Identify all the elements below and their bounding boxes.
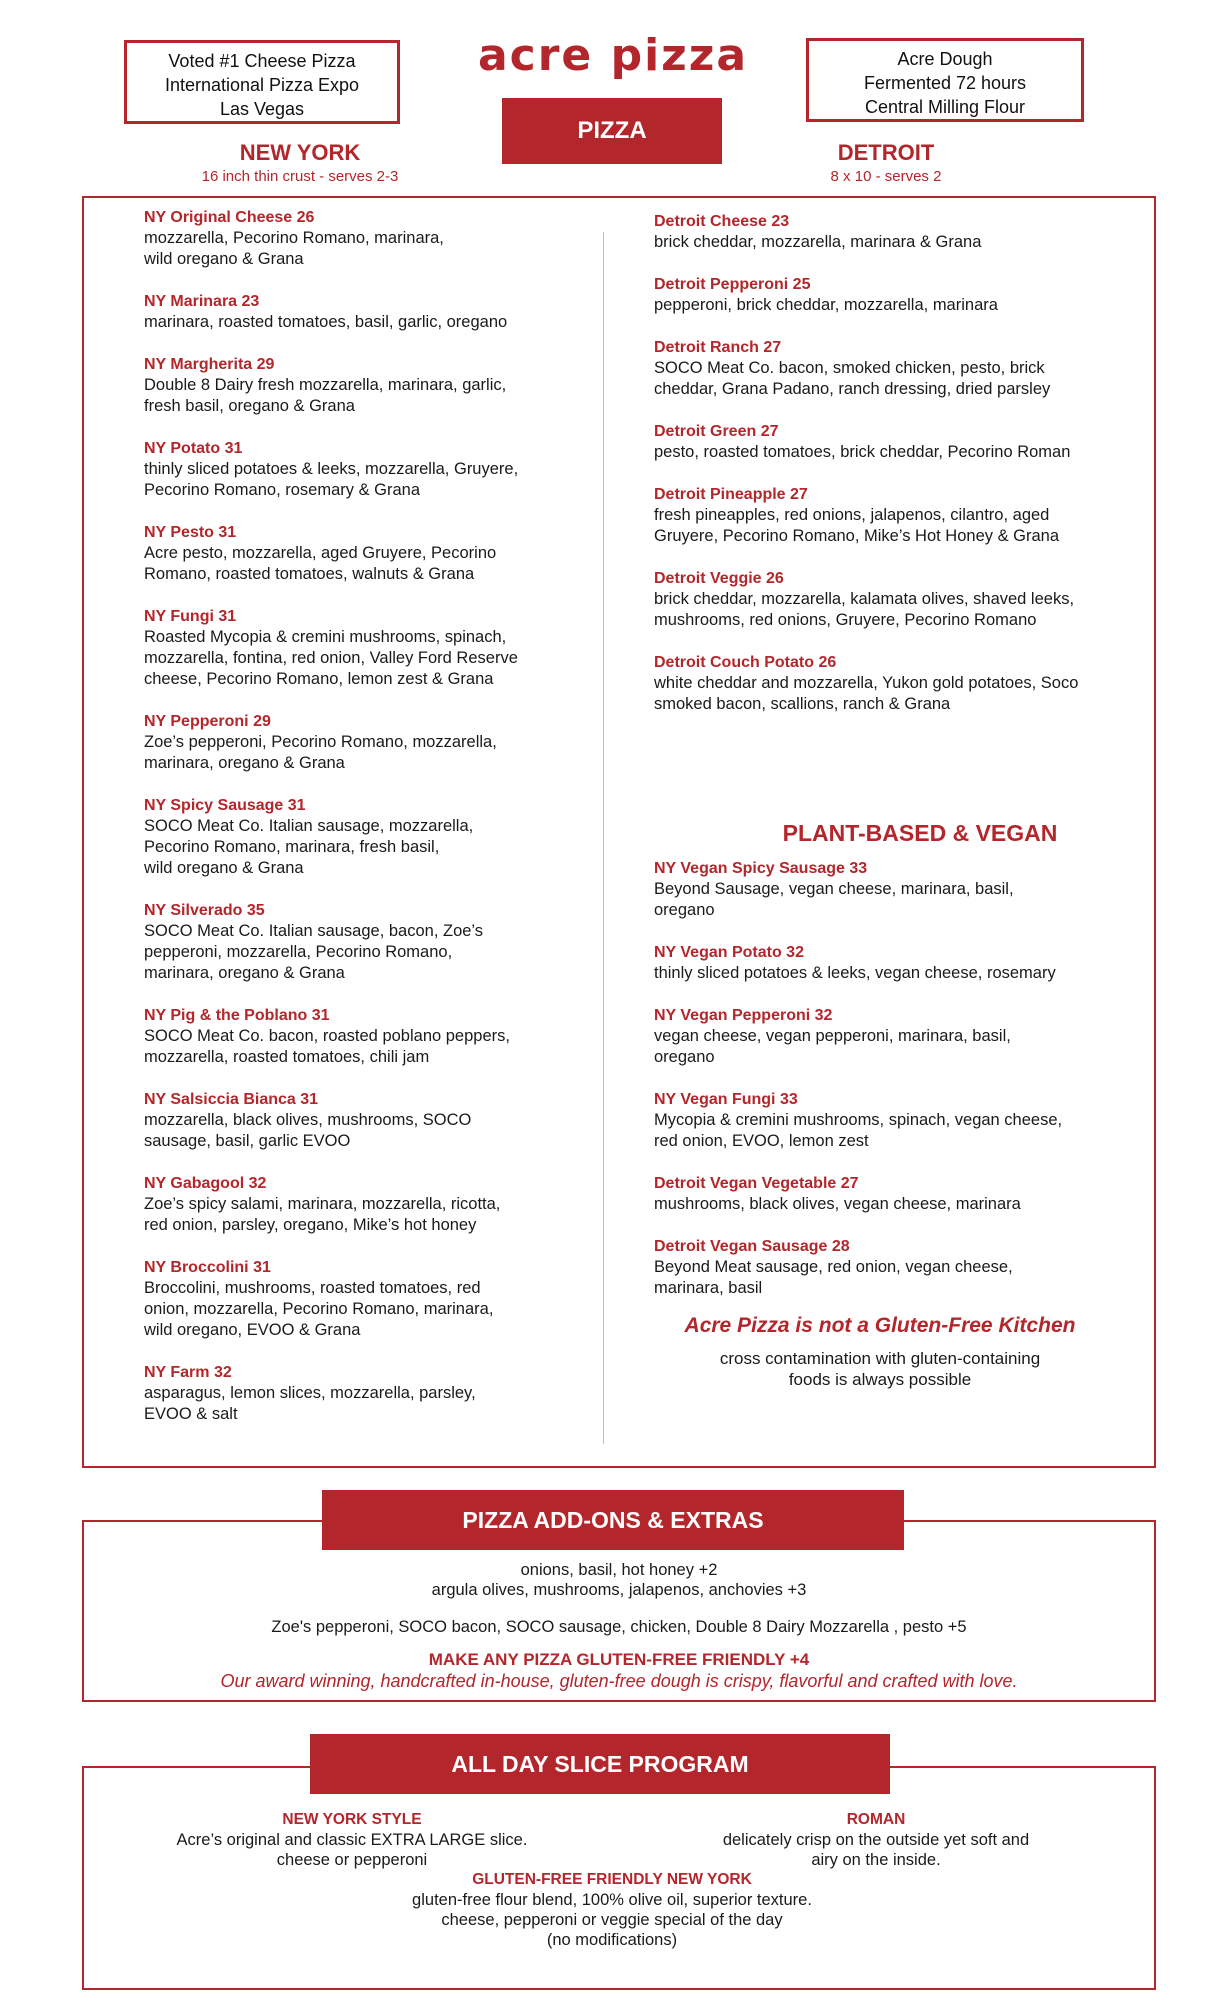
menu-item [654, 942, 1144, 984]
ny-subheading: 16 inch thin crust - serves 2-3 [201, 168, 399, 185]
menu-item [654, 568, 1144, 631]
gluten-free-upgrade-desc: Our award winning, handcrafted in-house, gluten-free dough is crispy, flavorful and crafted with love. [220, 1671, 1018, 1691]
menu-item [144, 354, 584, 417]
slice-gluten-free [332, 1870, 892, 1950]
menu-item [144, 291, 584, 333]
item-name: NY Salsiccia Bianca 31 [144, 1091, 319, 1108]
item-desc: Pecorino Romano, rosemary & Grana [144, 481, 421, 499]
item-desc: Zoe’s spicy salami, marinara, mozzarella, ricotta, [144, 1195, 501, 1213]
item-desc: asparagus, lemon slices, mozzarella, parsley, [144, 1384, 476, 1402]
item-desc: Roasted Mycopia & cremini mushrooms, spinach, [144, 628, 507, 646]
addons-heading: PIZZA ADD-ONS & EXTRAS [322, 1490, 904, 1550]
award-line: Voted #1 Cheese Pizza [168, 51, 356, 71]
item-desc: Broccolini, mushrooms, roasted tomatoes, red [144, 1279, 481, 1297]
item-desc: smoked bacon, scallions, ranch & Grana [654, 695, 951, 713]
menu-item [654, 858, 1144, 921]
item-name: NY Spicy Sausage 31 [144, 797, 306, 814]
menu-item [144, 207, 584, 270]
item-desc: sausage, basil, garlic EVOO [144, 1132, 351, 1150]
item-desc: marinara, basil [654, 1279, 763, 1297]
item-name: Detroit Green 27 [654, 423, 779, 440]
item-name: NY Fungi 31 [144, 608, 237, 625]
item-desc: red onion, parsley, oregano, Mike’s hot honey [144, 1216, 477, 1234]
menu-item [654, 1173, 1144, 1215]
vegan-menu-column [654, 858, 1144, 1299]
item-name: Detroit Ranch 27 [654, 339, 782, 356]
slice-roman-desc: airy on the inside. [811, 1851, 941, 1869]
item-name: NY Original Cheese 26 [144, 209, 315, 226]
vegan-heading: PLANT-BASED & VEGAN [782, 820, 1058, 846]
item-desc: Mycopia & cremini mushrooms, spinach, vegan cheese, [654, 1111, 1063, 1129]
menu-item [654, 1089, 1144, 1152]
item-name: NY Pepperoni 29 [144, 713, 271, 730]
item-name: NY Gabagool 32 [144, 1175, 267, 1192]
item-desc: EVOO & salt [144, 1405, 238, 1423]
menu-item [654, 211, 1144, 253]
slice-roman-title: ROMAN [846, 1811, 906, 1828]
item-name: NY Margherita 29 [144, 356, 275, 373]
item-name: Detroit Vegan Vegetable 27 [654, 1175, 859, 1192]
addons-line: Zoe's pepperoni, SOCO bacon, SOCO sausage, chicken, Double 8 Dairy Mozzarella , pesto +5 [271, 1618, 967, 1636]
gluten-notice-line: cross contamination with gluten-containing [719, 1349, 1041, 1368]
item-name: Detroit Vegan Sausage 28 [654, 1238, 850, 1255]
item-desc: Zoe’s pepperoni, Pecorino Romano, mozzarella, [144, 733, 497, 751]
item-name: NY Broccolini 31 [144, 1259, 271, 1276]
item-desc: mozzarella, fontina, red onion, Valley Ford Reserve [144, 649, 518, 667]
item-desc: marinara, oregano & Grana [144, 754, 345, 772]
dough-line: Acre Dough [897, 49, 993, 69]
item-desc: Gruyere, Pecorino Romano, Mike’s Hot Honey & Grana [654, 527, 1060, 545]
menu-item [654, 337, 1144, 400]
gluten-free-upgrade: MAKE ANY PIZZA GLUTEN-FREE FRIENDLY +4 [428, 1650, 810, 1669]
menu-item [144, 1257, 584, 1341]
item-desc: Romano, roasted tomatoes, walnuts & Grana [144, 565, 475, 583]
item-name: NY Vegan Fungi 33 [654, 1091, 798, 1108]
detroit-menu-column [654, 211, 1144, 736]
menu-item [654, 421, 1144, 463]
ny-heading: NEW YORK [239, 140, 361, 165]
dough-badge [806, 38, 1084, 122]
gluten-notice-desc [620, 1348, 1140, 1390]
item-desc: onion, mozzarella, Pecorino Romano, marinara, [144, 1300, 494, 1318]
menu-item [144, 1362, 584, 1425]
slice-roman-desc: delicately crisp on the outside yet soft and [722, 1831, 1030, 1849]
dough-line: Fermented 72 hours [863, 73, 1027, 93]
item-desc: white cheddar and mozzarella, Yukon gold potatoes, Soco [654, 674, 1079, 692]
menu-item [144, 522, 584, 585]
item-desc: Double 8 Dairy fresh mozzarella, marinara, garlic, [144, 376, 507, 394]
item-name: NY Vegan Potato 32 [654, 944, 804, 961]
menu-item [144, 795, 584, 879]
item-desc: brick cheddar, mozzarella, kalamata olives, shaved leeks, [654, 590, 1075, 608]
slice-gf-desc: gluten-free flour blend, 100% olive oil, superior texture. [412, 1891, 812, 1909]
item-name: NY Farm 32 [144, 1364, 232, 1381]
item-desc: fresh pineapples, red onions, jalapenos, cilantro, aged [654, 506, 1050, 524]
item-desc: thinly sliced potatoes & leeks, vegan cheese, rosemary [654, 964, 1056, 982]
menu-item [654, 652, 1144, 715]
item-desc: wild oregano & Grana [144, 859, 304, 877]
item-desc: fresh basil, oregano & Grana [144, 397, 355, 415]
item-desc: mozzarella, Pecorino Romano, marinara, [144, 229, 444, 247]
slice-roman [676, 1810, 1076, 1870]
menu-item [654, 1236, 1144, 1299]
item-desc: SOCO Meat Co. bacon, smoked chicken, pesto, brick [654, 359, 1045, 377]
item-name: Detroit Veggie 26 [654, 570, 784, 587]
item-desc: Beyond Sausage, vegan cheese, marinara, basil, [654, 880, 1014, 898]
slice-ny [132, 1810, 572, 1870]
item-name: Detroit Pepperoni 25 [654, 276, 811, 293]
menu-item [144, 1005, 584, 1068]
item-desc: Beyond Meat sausage, red onion, vegan cheese, [654, 1258, 1013, 1276]
ny-menu-column [144, 207, 584, 1446]
slice-gf-title: GLUTEN-FREE FRIENDLY NEW YORK [472, 1871, 752, 1888]
dough-line: Central Milling Flour [864, 97, 1026, 117]
detroit-subheading: 8 x 10 - serves 2 [830, 168, 942, 185]
addons-line: onions, basil, hot honey +2 [520, 1561, 718, 1579]
item-desc: Acre pesto, mozzarella, aged Gruyere, Pecorino [144, 544, 497, 562]
item-desc: marinara, roasted tomatoes, basil, garlic, oregano [144, 313, 508, 331]
item-desc: SOCO Meat Co. Italian sausage, bacon, Zoe’s [144, 922, 484, 940]
item-desc: mozzarella, roasted tomatoes, chili jam [144, 1048, 430, 1066]
menu-item [144, 1089, 584, 1152]
item-desc: vegan cheese, vegan pepperoni, marinara, basil, [654, 1027, 1011, 1045]
item-desc: Pecorino Romano, marinara, fresh basil, [144, 838, 440, 856]
menu-item [144, 438, 584, 501]
slice-gf-desc: (no modifications) [546, 1931, 678, 1949]
item-desc: pepperoni, mozzarella, Pecorino Romano, [144, 943, 453, 961]
item-name: NY Vegan Pepperoni 32 [654, 1007, 833, 1024]
detroit-heading: DETROIT [837, 140, 935, 165]
item-name: NY Vegan Spicy Sausage 33 [654, 860, 868, 877]
item-desc: mozzarella, black olives, mushrooms, SOCO [144, 1111, 472, 1129]
item-desc: pepperoni, brick cheddar, mozzarella, marinara [654, 296, 998, 314]
item-name: Detroit Cheese 23 [654, 213, 790, 230]
item-desc: mushrooms, red onions, Gruyere, Pecorino Romano [654, 611, 1037, 629]
column-divider [603, 232, 604, 1444]
item-desc: oregano [654, 901, 715, 919]
item-desc: cheese, Pecorino Romano, lemon zest & Grana [144, 670, 494, 688]
menu-item [144, 711, 584, 774]
item-name: NY Potato 31 [144, 440, 243, 457]
award-badge [124, 40, 400, 124]
item-name: NY Marinara 23 [144, 293, 260, 310]
slice-heading: ALL DAY SLICE PROGRAM [310, 1734, 890, 1794]
menu-item [144, 606, 584, 690]
item-desc: wild oregano, EVOO & Grana [144, 1321, 361, 1339]
logo: acre pizza [477, 30, 749, 81]
item-name: NY Pig & the Poblano 31 [144, 1007, 330, 1024]
item-desc: SOCO Meat Co. Italian sausage, mozzarella, [144, 817, 474, 835]
award-line: International Pizza Expo [164, 75, 360, 95]
gluten-notice-title: Acre Pizza is not a Gluten-Free Kitchen [684, 1314, 1076, 1337]
item-name: Detroit Pineapple 27 [654, 486, 808, 503]
item-name: Detroit Couch Potato 26 [654, 654, 837, 671]
menu-item [654, 274, 1144, 316]
award-line: Las Vegas [219, 99, 305, 119]
item-name: NY Pesto 31 [144, 524, 237, 541]
item-name: NY Silverado 35 [144, 902, 265, 919]
item-desc: oregano [654, 1048, 715, 1066]
slice-gf-desc: cheese, pepperoni or veggie special of the day [441, 1911, 783, 1929]
menu-item [654, 484, 1144, 547]
menu-item [654, 1005, 1144, 1068]
item-desc: marinara, oregano & Grana [144, 964, 345, 982]
item-desc: thinly sliced potatoes & leeks, mozzarella, Gruyere, [144, 460, 519, 478]
item-desc: brick cheddar, mozzarella, marinara & Grana [654, 233, 982, 251]
menu-item [144, 900, 584, 984]
pizza-section-pill: PIZZA [502, 98, 722, 164]
item-desc: pesto, roasted tomatoes, brick cheddar, Pecorino Roman [654, 443, 1071, 461]
item-desc: cheddar, Grana Padano, ranch dressing, dried parsley [654, 380, 1051, 398]
slice-ny-desc: Acre’s original and classic EXTRA LARGE slice. [176, 1831, 528, 1849]
item-desc: SOCO Meat Co. bacon, roasted poblano peppers, [144, 1027, 510, 1045]
item-desc: wild oregano & Grana [144, 250, 304, 268]
menu-item [144, 1173, 584, 1236]
item-desc: mushrooms, black olives, vegan cheese, marinara [654, 1195, 1021, 1213]
addons-line: argula olives, mushrooms, jalapenos, anchovies +3 [431, 1581, 807, 1599]
slice-ny-desc: cheese or pepperoni [276, 1851, 428, 1869]
item-desc: red onion, EVOO, lemon zest [654, 1132, 869, 1150]
gluten-notice-line: foods is always possible [788, 1370, 972, 1389]
slice-ny-title: NEW YORK STYLE [282, 1811, 422, 1828]
